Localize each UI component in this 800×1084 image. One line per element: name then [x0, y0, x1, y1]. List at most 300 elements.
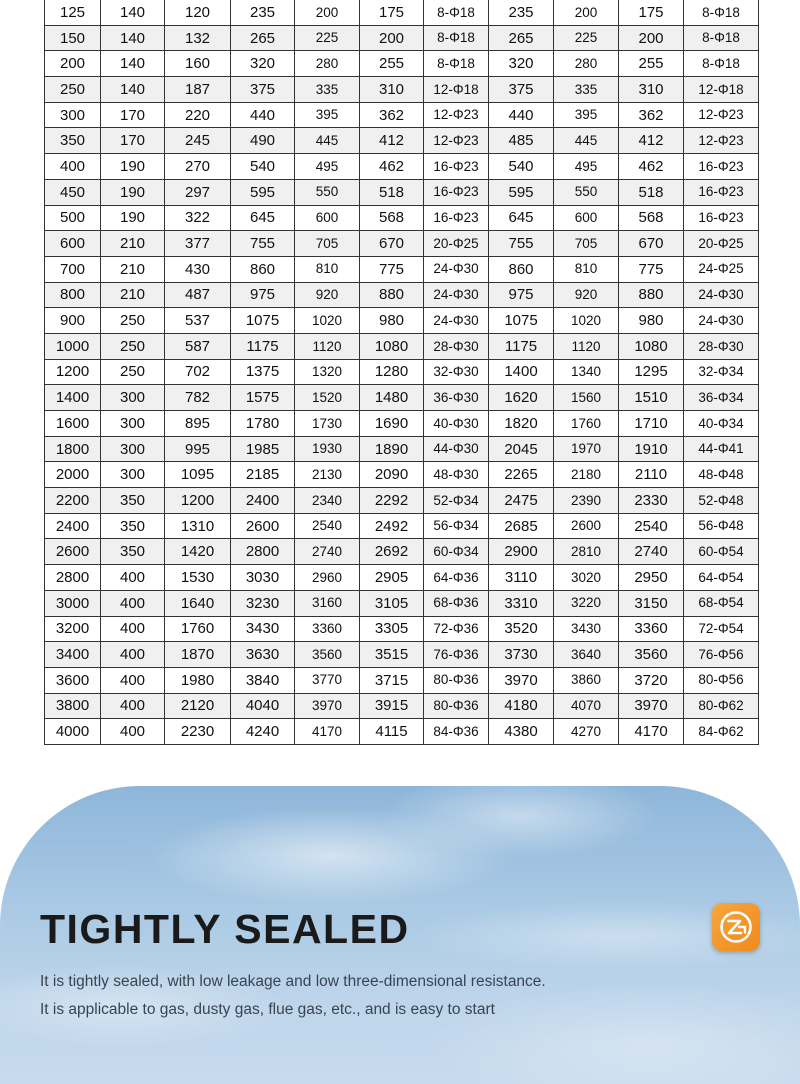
- table-cell: 16-Φ23: [424, 154, 489, 180]
- table-cell: 3000: [45, 590, 101, 616]
- table-cell: 2492: [360, 513, 424, 539]
- table-row: [45, 359, 759, 385]
- table-cell: 68-Φ54: [684, 590, 759, 616]
- table-cell: 568: [619, 205, 684, 231]
- table-cell: 500: [45, 205, 101, 231]
- table-cell: 16-Φ23: [424, 205, 489, 231]
- table-row: [45, 51, 759, 77]
- table-cell: 1420: [165, 539, 231, 565]
- table-cell: 220: [165, 102, 231, 128]
- table-cell: 1520: [295, 385, 360, 411]
- table-row: [45, 513, 759, 539]
- table-row: [45, 565, 759, 591]
- table-cell: 350: [101, 488, 165, 514]
- table-cell: 430: [165, 256, 231, 282]
- table-cell: 2120: [165, 693, 231, 719]
- table-cell: 2740: [295, 539, 360, 565]
- table-cell: 24-Φ30: [684, 282, 759, 308]
- table-cell: 28-Φ30: [684, 333, 759, 359]
- table-cell: 395: [554, 102, 619, 128]
- table-cell: 20-Φ25: [424, 231, 489, 257]
- table-cell: 400: [101, 667, 165, 693]
- table-cell: 755: [231, 231, 295, 257]
- table-cell: 60-Φ34: [424, 539, 489, 565]
- table-cell: 440: [489, 102, 554, 128]
- table-cell: 2685: [489, 513, 554, 539]
- table-cell: 975: [489, 282, 554, 308]
- table-cell: 1560: [554, 385, 619, 411]
- table-cell: 1510: [619, 385, 684, 411]
- table-cell: 300: [101, 385, 165, 411]
- table-cell: 775: [619, 256, 684, 282]
- table-cell: 245: [165, 128, 231, 154]
- table-cell: 140: [101, 77, 165, 103]
- table-cell: 3560: [619, 642, 684, 668]
- table-cell: 2600: [45, 539, 101, 565]
- table-cell: 2950: [619, 565, 684, 591]
- table-cell: 4170: [619, 719, 684, 745]
- table-cell: 250: [101, 333, 165, 359]
- table-cell: 2340: [295, 488, 360, 514]
- table-cell: 8-Φ18: [424, 51, 489, 77]
- table-cell: 450: [45, 179, 101, 205]
- table-row: [45, 25, 759, 51]
- table-cell: 1075: [231, 308, 295, 334]
- table-cell: 300: [101, 436, 165, 462]
- table-cell: 600: [45, 231, 101, 257]
- table-cell: 4170: [295, 719, 360, 745]
- table-cell: 235: [489, 0, 554, 25]
- table-row: [45, 205, 759, 231]
- table-cell: 540: [231, 154, 295, 180]
- table-cell: 702: [165, 359, 231, 385]
- zg-logo-icon: [712, 903, 760, 951]
- table-cell: 2800: [45, 565, 101, 591]
- table-cell: 8-Φ18: [424, 0, 489, 25]
- table-cell: 1800: [45, 436, 101, 462]
- table-row: [45, 282, 759, 308]
- table-cell: 1930: [295, 436, 360, 462]
- table-cell: 12-Φ18: [684, 77, 759, 103]
- table-row: [45, 231, 759, 257]
- table-cell: 3160: [295, 590, 360, 616]
- table-cell: 310: [619, 77, 684, 103]
- table-cell: 4000: [45, 719, 101, 745]
- table-cell: 412: [360, 128, 424, 154]
- table-cell: 600: [554, 205, 619, 231]
- table-cell: 587: [165, 333, 231, 359]
- table-cell: 64-Φ54: [684, 565, 759, 591]
- table-cell: 68-Φ36: [424, 590, 489, 616]
- table-cell: 3640: [554, 642, 619, 668]
- table-cell: 485: [489, 128, 554, 154]
- table-cell: 250: [101, 359, 165, 385]
- table-cell: 80-Φ36: [424, 667, 489, 693]
- table-cell: 1575: [231, 385, 295, 411]
- table-cell: 755: [489, 231, 554, 257]
- table-cell: 495: [554, 154, 619, 180]
- table-cell: 190: [101, 205, 165, 231]
- table-cell: 3110: [489, 565, 554, 591]
- table-cell: 76-Φ56: [684, 642, 759, 668]
- table-cell: 8-Φ18: [424, 25, 489, 51]
- table-cell: 3430: [554, 616, 619, 642]
- table-cell: 2000: [45, 462, 101, 488]
- table-cell: 2740: [619, 539, 684, 565]
- table-cell: 3515: [360, 642, 424, 668]
- table-cell: 297: [165, 179, 231, 205]
- table-cell: 1080: [619, 333, 684, 359]
- table-cell: 76-Φ36: [424, 642, 489, 668]
- table-cell: 1980: [165, 667, 231, 693]
- table-cell: 3360: [619, 616, 684, 642]
- table-cell: 400: [101, 719, 165, 745]
- table-cell: 350: [45, 128, 101, 154]
- table-cell: 350: [101, 539, 165, 565]
- table-row: [45, 693, 759, 719]
- table-row: [45, 179, 759, 205]
- table-cell: 2130: [295, 462, 360, 488]
- table-cell: 3770: [295, 667, 360, 693]
- table-cell: 300: [101, 411, 165, 437]
- table-cell: 487: [165, 282, 231, 308]
- table-cell: 3400: [45, 642, 101, 668]
- table-cell: 190: [101, 179, 165, 205]
- banner-title: TIGHTLY SEALED: [40, 906, 410, 952]
- banner-description-line-1: It is tightly sealed, with low leakage and low three-dimensional resistance.: [40, 973, 546, 990]
- table-cell: 3230: [231, 590, 295, 616]
- table-cell: 200: [45, 51, 101, 77]
- table-cell: 4070: [554, 693, 619, 719]
- table-cell: 400: [45, 154, 101, 180]
- table-cell: 170: [101, 102, 165, 128]
- table-cell: 255: [619, 51, 684, 77]
- table-cell: 310: [360, 77, 424, 103]
- table-cell: 2390: [554, 488, 619, 514]
- table-cell: 3200: [45, 616, 101, 642]
- table-cell: 3720: [619, 667, 684, 693]
- table-cell: 32-Φ30: [424, 359, 489, 385]
- banner-description-line-2: It is applicable to gas, dusty gas, flue gas, etc., and is easy to start: [40, 1001, 495, 1018]
- table-cell: 3800: [45, 693, 101, 719]
- table-body: [45, 0, 759, 744]
- table-cell: 518: [360, 179, 424, 205]
- table-cell: 265: [231, 25, 295, 51]
- table-cell: 810: [295, 256, 360, 282]
- table-row: [45, 385, 759, 411]
- table-cell: 800: [45, 282, 101, 308]
- table-cell: 300: [45, 102, 101, 128]
- table-cell: 400: [101, 565, 165, 591]
- table-row: [45, 488, 759, 514]
- table-cell: 1120: [554, 333, 619, 359]
- table-cell: 2200: [45, 488, 101, 514]
- table-cell: 40-Φ30: [424, 411, 489, 437]
- table-cell: 320: [231, 51, 295, 77]
- table-cell: 132: [165, 25, 231, 51]
- table-cell: 860: [489, 256, 554, 282]
- table-cell: 495: [295, 154, 360, 180]
- table-cell: 645: [231, 205, 295, 231]
- table-cell: 1080: [360, 333, 424, 359]
- table-cell: 3220: [554, 590, 619, 616]
- table-cell: 200: [554, 0, 619, 25]
- table-cell: 210: [101, 282, 165, 308]
- table-cell: 4180: [489, 693, 554, 719]
- table-cell: 210: [101, 231, 165, 257]
- table-cell: 175: [360, 0, 424, 25]
- table-cell: 550: [295, 179, 360, 205]
- table-cell: 400: [101, 642, 165, 668]
- table-cell: 84-Φ36: [424, 719, 489, 745]
- table-cell: 980: [360, 308, 424, 334]
- table-cell: 52-Φ48: [684, 488, 759, 514]
- table-cell: 350: [101, 513, 165, 539]
- table-cell: 28-Φ30: [424, 333, 489, 359]
- table-cell: 3715: [360, 667, 424, 693]
- table-cell: 235: [231, 0, 295, 25]
- table-cell: 537: [165, 308, 231, 334]
- table-cell: 1710: [619, 411, 684, 437]
- table-cell: 400: [101, 693, 165, 719]
- table-row: [45, 719, 759, 745]
- table-cell: 550: [554, 179, 619, 205]
- table-cell: 52-Φ34: [424, 488, 489, 514]
- table-cell: 24-Φ30: [424, 308, 489, 334]
- table-cell: 375: [231, 77, 295, 103]
- table-cell: 16-Φ23: [684, 205, 759, 231]
- table-cell: 1075: [489, 308, 554, 334]
- table-cell: 12-Φ23: [684, 102, 759, 128]
- table-cell: 2185: [231, 462, 295, 488]
- table-cell: 568: [360, 205, 424, 231]
- table-cell: 782: [165, 385, 231, 411]
- table-cell: 2540: [619, 513, 684, 539]
- table-cell: 445: [295, 128, 360, 154]
- table-cell: 200: [360, 25, 424, 51]
- table-cell: 980: [619, 308, 684, 334]
- table-cell: 3360: [295, 616, 360, 642]
- table-cell: 24-Φ30: [424, 282, 489, 308]
- table-cell: 2292: [360, 488, 424, 514]
- table-cell: 1820: [489, 411, 554, 437]
- table-cell: 3430: [231, 616, 295, 642]
- table-cell: 170: [101, 128, 165, 154]
- table-row: [45, 590, 759, 616]
- table-cell: 72-Φ36: [424, 616, 489, 642]
- table-cell: 187: [165, 77, 231, 103]
- table-cell: 920: [295, 282, 360, 308]
- table-cell: 1970: [554, 436, 619, 462]
- table-cell: 2900: [489, 539, 554, 565]
- table-cell: 1020: [295, 308, 360, 334]
- table-cell: 1020: [554, 308, 619, 334]
- table-cell: 64-Φ36: [424, 565, 489, 591]
- table-cell: 3730: [489, 642, 554, 668]
- table-cell: 540: [489, 154, 554, 180]
- table-cell: 3560: [295, 642, 360, 668]
- table-cell: 860: [231, 256, 295, 282]
- table-cell: 250: [101, 308, 165, 334]
- table-cell: 12-Φ23: [424, 102, 489, 128]
- table-cell: 3630: [231, 642, 295, 668]
- table-cell: 880: [619, 282, 684, 308]
- table-cell: 1280: [360, 359, 424, 385]
- table-row: [45, 0, 759, 25]
- table-cell: 4040: [231, 693, 295, 719]
- table-cell: 700: [45, 256, 101, 282]
- table-cell: 2600: [231, 513, 295, 539]
- table-cell: 4240: [231, 719, 295, 745]
- table-cell: 84-Φ62: [684, 719, 759, 745]
- table-cell: 2692: [360, 539, 424, 565]
- table-cell: 190: [101, 154, 165, 180]
- table-cell: 1175: [489, 333, 554, 359]
- table-cell: 8-Φ18: [684, 25, 759, 51]
- table-cell: 1870: [165, 642, 231, 668]
- table-cell: 16-Φ23: [424, 179, 489, 205]
- table-cell: 3520: [489, 616, 554, 642]
- table-row: [45, 667, 759, 693]
- table-cell: 40-Φ34: [684, 411, 759, 437]
- table-cell: 12-Φ23: [684, 128, 759, 154]
- table-cell: 3310: [489, 590, 554, 616]
- table-cell: 200: [295, 0, 360, 25]
- table-cell: 595: [489, 179, 554, 205]
- table-cell: 335: [295, 77, 360, 103]
- table-cell: 4380: [489, 719, 554, 745]
- table-cell: 3150: [619, 590, 684, 616]
- table-cell: 895: [165, 411, 231, 437]
- table-cell: 8-Φ18: [684, 51, 759, 77]
- table-cell: 24-Φ25: [684, 256, 759, 282]
- table-cell: 810: [554, 256, 619, 282]
- table-cell: 1640: [165, 590, 231, 616]
- table-cell: 280: [295, 51, 360, 77]
- table-cell: 462: [619, 154, 684, 180]
- table-cell: 2180: [554, 462, 619, 488]
- table-cell: 4270: [554, 719, 619, 745]
- table-cell: 3915: [360, 693, 424, 719]
- table-cell: 2810: [554, 539, 619, 565]
- table-cell: 250: [45, 77, 101, 103]
- table-row: [45, 539, 759, 565]
- table-cell: 1200: [165, 488, 231, 514]
- table-cell: 705: [295, 231, 360, 257]
- table-cell: 16-Φ23: [684, 179, 759, 205]
- table-cell: 322: [165, 205, 231, 231]
- table-cell: 490: [231, 128, 295, 154]
- table-cell: 920: [554, 282, 619, 308]
- table-row: [45, 411, 759, 437]
- table-cell: 140: [101, 25, 165, 51]
- table-cell: 995: [165, 436, 231, 462]
- table-cell: 175: [619, 0, 684, 25]
- table-cell: 880: [360, 282, 424, 308]
- table-cell: 44-Φ41: [684, 436, 759, 462]
- table-cell: 2400: [231, 488, 295, 514]
- table-cell: 20-Φ25: [684, 231, 759, 257]
- tightly-sealed-banner: [0, 786, 800, 1084]
- table-cell: 56-Φ34: [424, 513, 489, 539]
- table-cell: 2110: [619, 462, 684, 488]
- table-cell: 1120: [295, 333, 360, 359]
- table-cell: 1000: [45, 333, 101, 359]
- table-cell: 24-Φ30: [424, 256, 489, 282]
- table-cell: 1890: [360, 436, 424, 462]
- table-cell: 140: [101, 0, 165, 25]
- table-row: [45, 256, 759, 282]
- table-row: [45, 77, 759, 103]
- table-cell: 160: [165, 51, 231, 77]
- table-cell: 16-Φ23: [684, 154, 759, 180]
- table-cell: 3970: [295, 693, 360, 719]
- table-cell: 1600: [45, 411, 101, 437]
- table-cell: 72-Φ54: [684, 616, 759, 642]
- table-cell: 48-Φ30: [424, 462, 489, 488]
- table-cell: 600: [295, 205, 360, 231]
- table-cell: 1310: [165, 513, 231, 539]
- table-cell: 2265: [489, 462, 554, 488]
- table-cell: 412: [619, 128, 684, 154]
- table-cell: 36-Φ34: [684, 385, 759, 411]
- table-row: [45, 642, 759, 668]
- table-cell: 670: [619, 231, 684, 257]
- table-cell: 32-Φ34: [684, 359, 759, 385]
- table-cell: 2330: [619, 488, 684, 514]
- table-cell: 2475: [489, 488, 554, 514]
- table-cell: 2800: [231, 539, 295, 565]
- table-row: [45, 436, 759, 462]
- table-cell: 1530: [165, 565, 231, 591]
- table-cell: 2600: [554, 513, 619, 539]
- table-cell: 300: [101, 462, 165, 488]
- table-cell: 1760: [554, 411, 619, 437]
- table-row: [45, 308, 759, 334]
- table-cell: 255: [360, 51, 424, 77]
- table-cell: 200: [619, 25, 684, 51]
- table-row: [45, 462, 759, 488]
- table-cell: 80-Φ62: [684, 693, 759, 719]
- table-cell: 44-Φ30: [424, 436, 489, 462]
- table-cell: 1375: [231, 359, 295, 385]
- table-cell: 395: [295, 102, 360, 128]
- table-cell: 150: [45, 25, 101, 51]
- table-cell: 645: [489, 205, 554, 231]
- table-cell: 225: [295, 25, 360, 51]
- zg-logo-glyph: [718, 909, 754, 945]
- table-cell: 60-Φ54: [684, 539, 759, 565]
- table-cell: 80-Φ36: [424, 693, 489, 719]
- table-cell: 595: [231, 179, 295, 205]
- table-cell: 462: [360, 154, 424, 180]
- table-cell: 2400: [45, 513, 101, 539]
- table-row: [45, 154, 759, 180]
- table-cell: 445: [554, 128, 619, 154]
- table-cell: 670: [360, 231, 424, 257]
- table-cell: 56-Φ48: [684, 513, 759, 539]
- table-cell: 1480: [360, 385, 424, 411]
- table-cell: 1730: [295, 411, 360, 437]
- table-cell: 8-Φ18: [684, 0, 759, 25]
- table-cell: 280: [554, 51, 619, 77]
- table-cell: 1095: [165, 462, 231, 488]
- table-row: [45, 616, 759, 642]
- table-cell: 1985: [231, 436, 295, 462]
- table-cell: 900: [45, 308, 101, 334]
- table-cell: 2090: [360, 462, 424, 488]
- table-cell: 12-Φ23: [424, 128, 489, 154]
